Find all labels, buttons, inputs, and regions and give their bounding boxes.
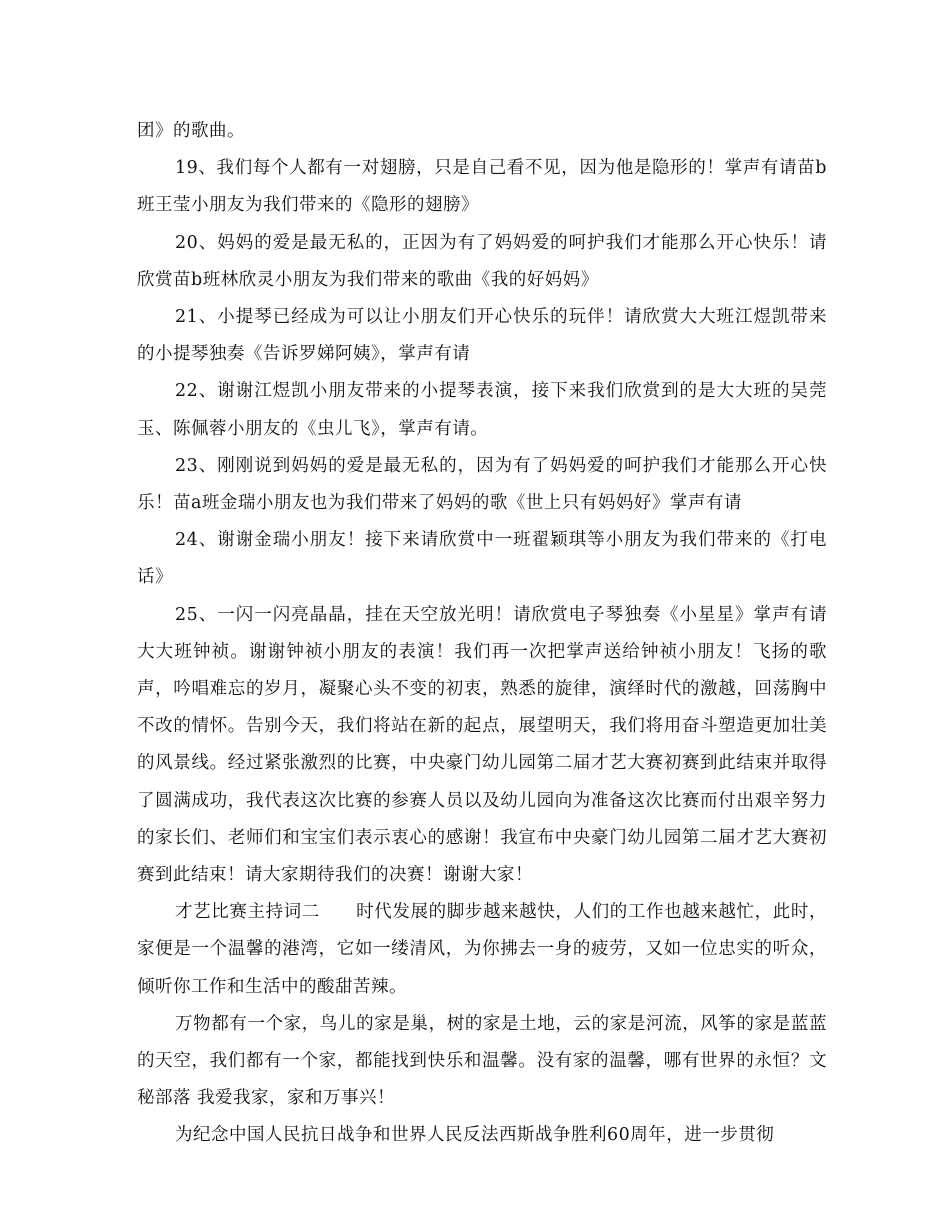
- paragraph-host-script-two: 才艺比赛主持词二 时代发展的脚步越来越快，人们的工作也越来越忙，此时，家便是一个温馨的港湾，它如一缕清风，为你拂去一身的疲劳，又如一位忠实的听众，倾听你工作和生活中的酸甜苦辣。: [137, 902, 827, 997]
- paragraph-commemoration: 为纪念中国人民抗日战争和世界人民反法西斯战争胜利60周年，进一步贯彻: [175, 1125, 775, 1146]
- paragraph-item-22: 22、谢谢江煜凯小朋友带来的小提琴表演，接下来我们欣赏到的是大大班的吴莞玉、陈佩蓉小朋友的《虫儿飞》，掌声有请。: [137, 381, 827, 439]
- paragraph-continuation: 团》的歌曲。: [137, 121, 245, 141]
- paragraph-item-21: 21、小提琴已经成为可以让小朋友们开心快乐的玩伴！请欣赏大大班江煜凯带来的小提琴独奏《告诉罗娣阿姨》，掌声有请: [137, 307, 827, 365]
- paragraph-home: 万物都有一个家，鸟儿的家是巢，树的家是土地，云的家是河流，风筝的家是蓝蓝的天空，我们都有一个家，都能找到快乐和温馨。没有家的温馨，哪有世界的永恒？文秘部落 我爱我家，家和万事兴！: [137, 1013, 827, 1109]
- paragraph-item-20: 20、妈妈的爱是最无私的，正因为有了妈妈爱的呵护我们才能那么开心快乐！请欣赏苗b班林欣灵小朋友为我们带来的歌曲《我的好妈妈》: [137, 232, 827, 290]
- paragraph-item-19: 19、我们每个人都有一对翅膀，只是自己看不见，因为他是隐形的！掌声有请苗b班王莹小朋友为我们带来的《隐形的翅膀》: [137, 158, 827, 216]
- paragraph-item-23: 23、刚刚说到妈妈的爱是最无私的，因为有了妈妈爱的呵护我们才能那么开心快乐！苗a班金瑞小朋友也为我们带来了妈妈的歌《世上只有妈妈好》掌声有请: [137, 455, 827, 514]
- paragraph-item-25: 25、一闪一闪亮晶晶，挂在天空放光明！请欣赏电子琴独奏《小星星》掌声有请大大班钟祯。谢谢钟祯小朋友的表演！我们再一次把掌声送给钟祯小朋友！飞扬的歌声，吟唱难忘的岁月，凝聚心头不变的初衷，熟悉的旋律，演绎时代的激越，回荡胸中不改的情怀。告别今天，我们将站在新的起点，展望明天，我们将用奋斗塑造更加壮美的风景线。经过紧张激烈的比赛，中央豪门幼儿园第二届才艺大赛初赛到此结束并取得了圆满成功，我代表这次比赛的参赛人员以及幼儿园向为准备这次比赛而付出艰辛努力的家长们、老师们和宝宝们表示衷心的感谢！我宣布中央豪门幼儿园第二届才艺大赛初赛到此结束！请大家期待我们的决赛！谢谢大家！: [137, 604, 827, 886]
- document-page: [137, 113, 827, 1155]
- paragraph-item-24: 24、谢谢金瑞小朋友！接下来请欣赏中一班翟颖琪等小朋友为我们带来的《打电话》: [137, 530, 827, 588]
